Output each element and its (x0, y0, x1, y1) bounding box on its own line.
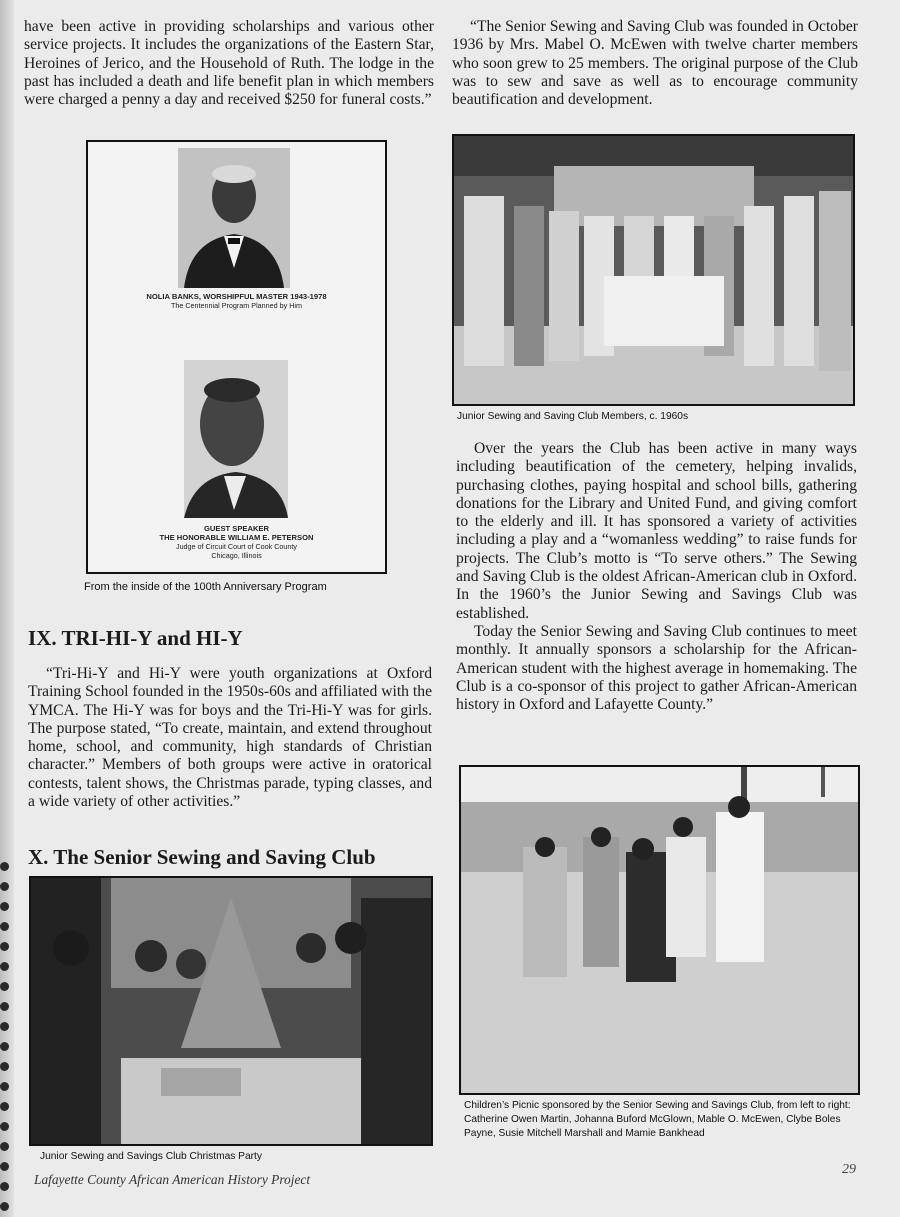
portrait-nolia-banks (178, 148, 290, 288)
right-column (452, 18, 858, 109)
junior-club-members-caption: Junior Sewing and Saving Club Members, c. 1960s (457, 411, 689, 422)
binding-ring (0, 1022, 9, 1031)
binding-ring (0, 962, 9, 971)
right-column-body (456, 440, 857, 714)
tri-hi-y-paragraph: “Tri-Hi-Y and Hi-Y were youth organizations at Oxford Training School founded in the 1950s-60s and affiliated with the YMCA. The Hi-Y was for boys and the Tri-Hi-Y was for girls. The purpose stated, “To create, maintain, and extend throughout home, school, and community, high standards of Christian character.” Members of both groups were active in oratorical contests, talent shows, the Christmas parade, typing classes, and a wide variety of other activities.” (28, 665, 432, 811)
childrens-picnic-image (461, 767, 858, 1093)
spiral-binding (0, 0, 14, 1217)
binding-ring (0, 1122, 9, 1131)
christmas-party-image (31, 878, 431, 1144)
childrens-picnic-caption (464, 1099, 860, 1141)
picnic-caption-line3: Payne, Susie Mitchell Marshall and Mamie Bankhead (464, 1128, 705, 1139)
portrait2-caption-line3: Judge of Circuit Court of Cook County (175, 542, 298, 551)
photo-junior-club-members (452, 134, 855, 406)
binding-ring (0, 1102, 9, 1111)
portrait1-caption (88, 292, 385, 310)
photo-childrens-picnic (459, 765, 860, 1095)
binding-ring (0, 882, 9, 891)
left-column (24, 18, 434, 109)
senior-club-founding-paragraph: “The Senior Sewing and Saving Club was founded in October 1936 by Mrs. Mabel O. McEwen with twelve charter members who soon grew to 25 members. The original purpose of the Club was to sew and save as well as to encourage community beautification and development. (452, 18, 858, 109)
binding-ring (0, 1182, 9, 1191)
club-activities-paragraph: Over the years the Club has been active in many ways including beautification of the cemetery, helping invalids, purchasing clothes, paying hospital and school bills, gathering donations for the Library and United Fund, and giving comfort to the elderly and ill. It has sponsored a variety of activities including a play and a “womanless wedding” to raise funds for projects. The Club’s motto is “To serve others.” The Sewing and Saving Club is the oldest African-American club in Oxford. In the 1960’s the Junior Sewing and Savings Club was established. (456, 440, 857, 622)
anniversary-program-box (86, 140, 387, 574)
picnic-caption-line1: Children’s Picnic sponsored by the Senior Sewing and Savings Club, from left to right: (464, 1100, 851, 1111)
binding-ring (0, 942, 9, 951)
binding-ring (0, 1162, 9, 1171)
binding-ring (0, 922, 9, 931)
lodge-paragraph: have been active in providing scholarships and various other service projects. It includes the organizations of the Eastern Star, Heroines of Jerico, and the Household of Ruth. The lodge in the past has included a death and life benefit plan in which members were charged a penny a day and received $250 for funeral costs.” (24, 18, 434, 109)
program-caption: From the inside of the 100th Anniversary Program (84, 581, 327, 593)
club-today-paragraph: Today the Senior Sewing and Saving Club continues to meet monthly. It annually sponsors a scholarship for the African-American student with the highest average in homemaking. The Club is a co-sponsor of this project to gather African-American history in Oxford and Lafayette County.” (456, 622, 857, 714)
binding-ring (0, 982, 9, 991)
portrait2-caption (88, 524, 385, 560)
portrait1-caption-line1: NOLIA BANKS, WORSHIPFUL MASTER 1943-1978 (146, 292, 327, 301)
binding-ring (0, 1202, 9, 1211)
section-x-heading: X. The Senior Sewing and Saving Club (28, 845, 376, 869)
christmas-party-caption: Junior Sewing and Savings Club Christmas Party (40, 1151, 262, 1162)
portrait1-caption-line2: The Centennial Program Planned by Him (170, 301, 303, 310)
binding-ring (0, 862, 9, 871)
binding-ring (0, 902, 9, 911)
section-ix-body (28, 665, 432, 811)
binding-ring (0, 1062, 9, 1071)
photo-christmas-party (29, 876, 433, 1146)
junior-club-members-image (454, 136, 853, 404)
binding-ring (0, 1082, 9, 1091)
portrait2-caption-line4: Chicago, Illinois (211, 551, 262, 560)
binding-ring (0, 1142, 9, 1151)
portrait2-caption-line2: THE HONORABLE WILLIAM E. PETERSON (159, 533, 314, 542)
page-number: 29 (842, 1162, 856, 1177)
binding-ring (0, 1042, 9, 1051)
footer-project-title: Lafayette County African American History Project (34, 1172, 311, 1187)
picnic-caption-line2: Catherine Owen Martin, Johanna Buford McGlown, Mable O. McEwen, Clybe Boles (464, 1114, 841, 1125)
portrait-william-peterson (184, 360, 288, 518)
section-ix-heading: IX. TRI-HI-Y and HI-Y (28, 626, 243, 650)
portrait2-caption-line1: GUEST SPEAKER (204, 524, 269, 533)
binding-ring (0, 1002, 9, 1011)
